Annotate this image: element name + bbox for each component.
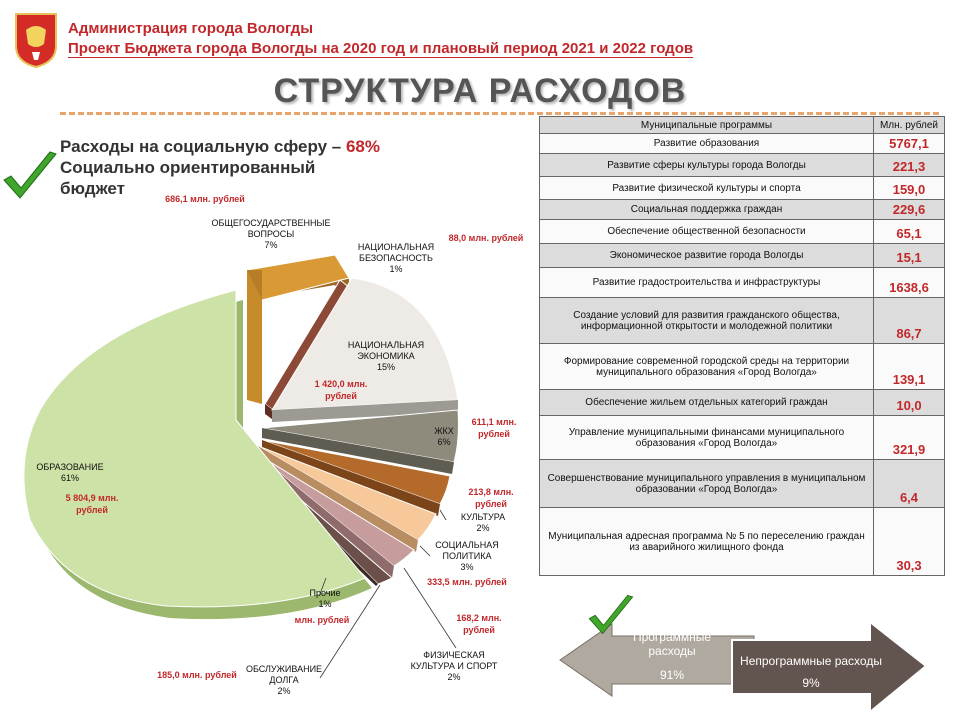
label-percent: 1% bbox=[389, 264, 403, 274]
table-row bbox=[540, 244, 945, 268]
table-header-row bbox=[540, 117, 945, 134]
label-percent: 7% bbox=[264, 240, 278, 250]
sum-social-policy: 333,5 млн. рублей bbox=[427, 577, 507, 587]
subhead-line-1: Расходы на социальную сферу – bbox=[60, 137, 346, 156]
sum-national-security: 88,0 млн. рублей bbox=[448, 233, 524, 243]
subhead-line-3: бюджет bbox=[60, 179, 125, 198]
sum-general-questions: 686,1 млн. рублей bbox=[165, 194, 245, 204]
table-row bbox=[540, 134, 945, 154]
label-culture bbox=[458, 512, 508, 534]
sum-other: млн. рублей bbox=[294, 615, 350, 625]
header-line-2: Проект Бюджета города Вологды на 2020 год и плановый период 2021 и 2022 годов bbox=[68, 40, 694, 57]
label-text: Прочие bbox=[309, 588, 341, 598]
table-row bbox=[540, 460, 945, 508]
program-value: 159,0 bbox=[874, 177, 945, 200]
table-row bbox=[540, 177, 945, 200]
table-row bbox=[540, 416, 945, 460]
header-line-1: Администрация города Вологды bbox=[68, 20, 314, 37]
label-percent: 3% bbox=[460, 562, 474, 572]
program-value: 321,9 bbox=[874, 416, 945, 460]
table-row bbox=[540, 220, 945, 244]
sum-housing-utilities bbox=[462, 416, 526, 440]
table-row bbox=[540, 298, 945, 344]
sum-text: рублей bbox=[478, 429, 510, 439]
label-social-policy bbox=[424, 540, 510, 573]
label-text: НАЦИОНАЛЬНАЯ bbox=[347, 340, 425, 350]
program-name: Создание условий для развития гражданского общества, информационной открытости и молодежной политики bbox=[540, 298, 874, 344]
label-sport bbox=[402, 650, 506, 683]
label-text: ЭКОНОМИКА bbox=[357, 351, 415, 361]
sum-text: рублей bbox=[475, 499, 507, 509]
social-share-percent: 68% bbox=[345, 137, 380, 156]
label-percent: 6% bbox=[437, 437, 451, 447]
sum-text: рублей bbox=[76, 505, 108, 515]
label-national-security bbox=[348, 242, 444, 275]
program-name: Обеспечение жильем отдельных категорий граждан bbox=[540, 390, 874, 416]
program-name: Развитие градостроительства и инфраструктуры bbox=[540, 268, 874, 298]
label-percent: 2% bbox=[277, 686, 291, 696]
col-header-programs: Муниципальные программы bbox=[540, 117, 874, 134]
program-expenses-text: Программные расходы bbox=[632, 630, 712, 658]
program-value: 86,7 bbox=[874, 298, 945, 344]
label-percent: 2% bbox=[447, 672, 461, 682]
program-value: 139,1 bbox=[874, 344, 945, 390]
sum-text: 1 420,0 млн. bbox=[314, 379, 368, 389]
label-text: ВОПРОСЫ bbox=[247, 229, 295, 239]
label-education bbox=[30, 462, 110, 484]
table-row bbox=[540, 508, 945, 576]
program-name: Обеспечение общественной безопасности bbox=[540, 220, 874, 244]
program-name: Экономическое развитие города Вологды bbox=[540, 244, 874, 268]
program-value: 221,3 bbox=[874, 154, 945, 177]
sum-text: 5 804,9 млн. bbox=[65, 493, 119, 503]
program-name: Развитие образования bbox=[540, 134, 874, 154]
program-expenses-percent: 91% bbox=[659, 668, 685, 682]
subhead-line-2: Социально ориентированный bbox=[60, 158, 316, 177]
program-value: 229,6 bbox=[874, 200, 945, 220]
page-title: СТРУКТУРА РАСХОДОВ bbox=[273, 72, 687, 110]
col-header-value: Млн. рублей bbox=[874, 117, 945, 134]
label-text: ЖКХ bbox=[434, 426, 454, 436]
sum-text: 213,8 млн. bbox=[468, 487, 514, 497]
label-other bbox=[302, 588, 348, 610]
label-general-questions bbox=[196, 218, 346, 251]
table-row bbox=[540, 154, 945, 177]
label-text: КУЛЬТУРА И СПОРТ bbox=[410, 661, 498, 671]
sum-national-economy bbox=[296, 378, 386, 402]
program-name: Управление муниципальными финансами муниципального образования «Город Вологда» bbox=[540, 416, 874, 460]
program-value: 30,3 bbox=[874, 508, 945, 576]
sum-sport bbox=[446, 612, 512, 636]
program-name: Развитие сферы культуры города Вологды bbox=[540, 154, 874, 177]
nonprogram-expenses-text: Непрограммные расходы bbox=[740, 654, 882, 668]
program-name: Социальная поддержка граждан bbox=[540, 200, 874, 220]
program-value: 65,1 bbox=[874, 220, 945, 244]
label-percent: 2% bbox=[476, 523, 490, 533]
sum-text: рублей bbox=[325, 391, 357, 401]
program-name: Формирование современной городской среды на территории муниципального образования «Город Вологда» bbox=[540, 344, 874, 390]
program-expenses-label bbox=[622, 630, 722, 682]
program-value: 1638,6 bbox=[874, 268, 945, 298]
label-text: КУЛЬТУРА bbox=[460, 512, 506, 522]
nonprogram-expenses-percent: 9% bbox=[802, 676, 820, 690]
table-row bbox=[540, 390, 945, 416]
program-value: 6,4 bbox=[874, 460, 945, 508]
label-text: ПОЛИТИКА bbox=[442, 551, 492, 561]
program-value: 15,1 bbox=[874, 244, 945, 268]
label-percent: 61% bbox=[60, 473, 79, 483]
label-national-economy bbox=[336, 340, 436, 373]
label-text: СОЦИАЛЬНАЯ bbox=[435, 540, 499, 550]
program-name: Муниципальная адресная программа № 5 по переселению граждан из аварийного жилищного фонда bbox=[540, 508, 874, 576]
sum-text: 611,1 млн. bbox=[471, 417, 517, 427]
program-name: Совершенствование муниципального управления в муниципальном образовании «Город Вологда» bbox=[540, 460, 874, 508]
label-text: ОБРАЗОВАНИЕ bbox=[36, 462, 104, 472]
table-row bbox=[540, 268, 945, 298]
label-text: ДОЛГА bbox=[269, 675, 299, 685]
label-housing-utilities bbox=[424, 426, 464, 448]
label-text: ОБСЛУЖИВАНИЕ bbox=[245, 664, 323, 674]
municipal-programs-table bbox=[539, 116, 945, 576]
sum-text: рублей bbox=[463, 625, 495, 635]
label-text: БЕЗОПАСНОСТЬ bbox=[359, 253, 433, 263]
label-text: ФИЗИЧЕСКАЯ bbox=[423, 650, 485, 660]
program-name: Развитие физической культуры и спорта bbox=[540, 177, 874, 200]
program-value: 5767,1 bbox=[874, 134, 945, 154]
program-value: 10,0 bbox=[874, 390, 945, 416]
label-text: НАЦИОНАЛЬНАЯ bbox=[357, 242, 435, 252]
sum-text: 168,2 млн. bbox=[456, 613, 502, 623]
label-text: ОБЩЕГОСУДАРСТВЕННЫЕ bbox=[211, 218, 331, 228]
sum-education bbox=[52, 492, 132, 516]
table-row bbox=[540, 200, 945, 220]
sum-debt-service: 185,0 млн. рублей bbox=[157, 670, 237, 680]
sum-culture bbox=[458, 486, 524, 510]
nonprogram-expenses-label bbox=[736, 654, 886, 690]
table-row bbox=[540, 344, 945, 390]
label-percent: 15% bbox=[376, 362, 395, 372]
label-percent: 1% bbox=[318, 599, 332, 609]
